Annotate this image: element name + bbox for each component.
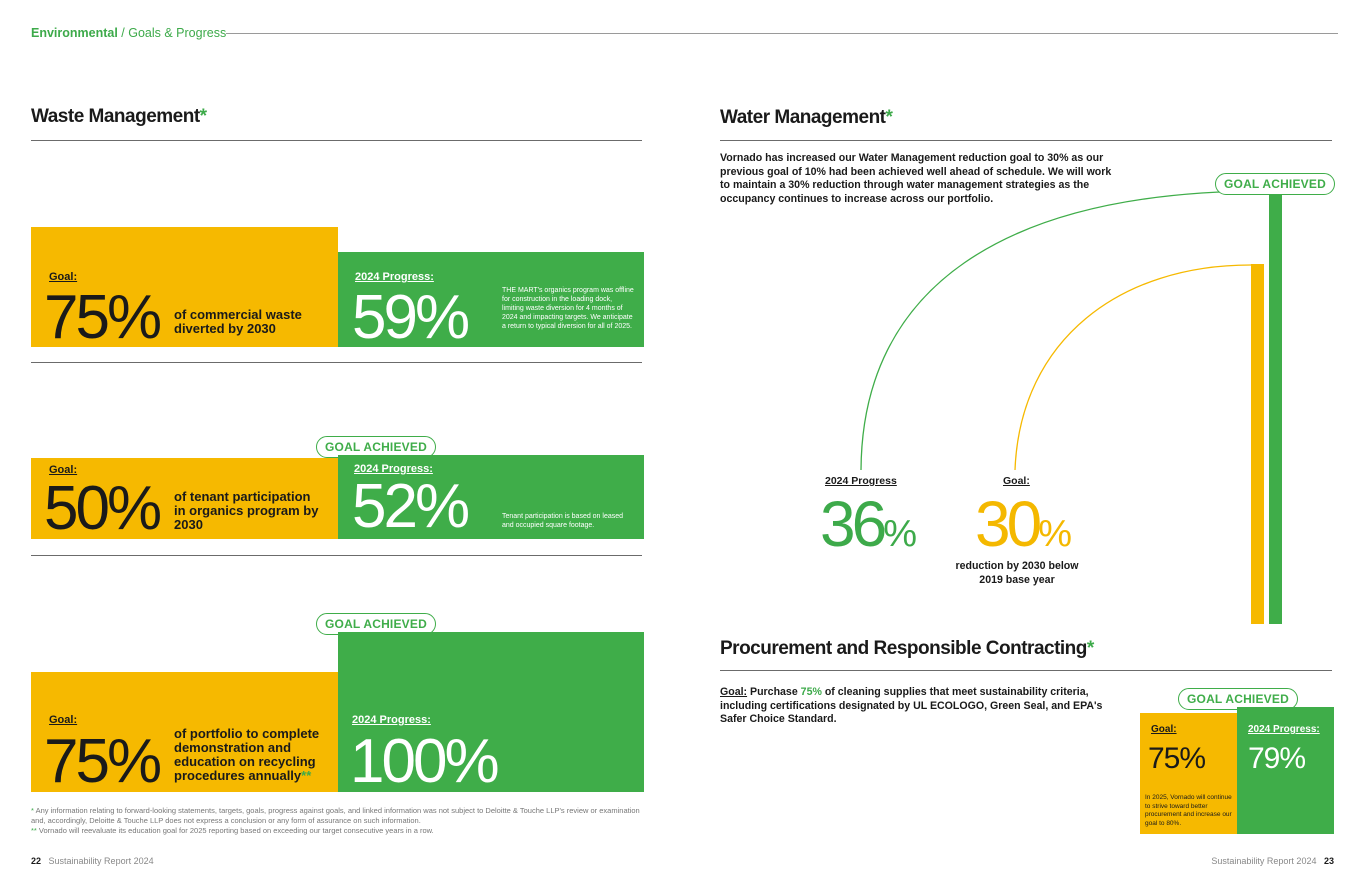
- progress-label: 2024 Progress:: [354, 463, 433, 475]
- progress-note: Tenant participation is based on leased and occupied square footage.: [502, 513, 624, 529]
- goal-arc: [1015, 265, 1253, 470]
- progress-value: 100%: [350, 727, 497, 796]
- goal-description: of commercial waste diverted by 2030: [174, 307, 302, 336]
- goal-value: 50%: [44, 474, 160, 543]
- procurement-title-rule: [720, 670, 1332, 671]
- progress-value: 52%: [352, 472, 468, 541]
- page-number-right: 23: [1323, 856, 1334, 866]
- water-caption: reduction by 2030 below 2019 base year: [955, 560, 1079, 586]
- progress-label: 2024 Progress:: [355, 271, 434, 283]
- progress-label: 2024 Progress:: [352, 714, 431, 726]
- goal-label: Goal:: [49, 271, 78, 283]
- progress-arc: [861, 191, 1270, 470]
- footer-right: [1211, 856, 1334, 866]
- water-progress-label: 2024 Progress: [825, 475, 897, 487]
- goal-description: of tenant participation in organics program by 2030: [174, 489, 319, 532]
- report-title-right: Sustainability Report 2024: [1211, 856, 1317, 866]
- procurement-goal-value: 75%: [1148, 742, 1206, 775]
- water-goal-label: Goal:: [1003, 475, 1030, 487]
- procurement-goal-note: In 2025, Vornado will continue to strive toward better procurement and increase our goal to 80%.: [1145, 794, 1232, 827]
- goal-description: of portfolio to complete demonstration and education on recycling procedures annually**: [174, 726, 320, 783]
- water-goal-achieved-badge: GOAL ACHIEVED: [1215, 173, 1335, 195]
- procurement-goal-text: Goal: Purchase 75% of cleaning supplies that meet sustainability criteria, including certifications designated by UL ECOLOGO, Green Seal, and EPA's Safer Choice Standard.: [720, 686, 1103, 725]
- goal-bar: [1251, 264, 1264, 624]
- progress-bar: [1269, 191, 1282, 624]
- footer-left: [31, 856, 154, 866]
- goal-achieved-badge: GOAL ACHIEVED: [316, 436, 436, 458]
- procurement-goal-achieved-badge: GOAL ACHIEVED: [1178, 688, 1298, 710]
- footnote-2: ** Vornado will reevaluate its education goal for 2025 reporting based on exceeding our target consecutive years in a row.: [31, 826, 434, 835]
- progress-note: THE MART's organics program was offline for construction in the loading dock, limiting waste diversion for 4 months of 2024 and impacting targets. We anticipate a return to typical diversion for all of 2025.: [502, 287, 634, 330]
- procurement-title: Procurement and Responsible Contracting*: [720, 638, 1094, 659]
- breadcrumb-separator: /: [117, 26, 129, 40]
- goal-value: 75%: [44, 283, 160, 352]
- procurement-goal-label: Goal:: [1151, 724, 1177, 735]
- goal-label: Goal:: [49, 714, 78, 726]
- goal-label: Goal:: [49, 464, 78, 476]
- water-goal-value: 30%: [975, 488, 1072, 560]
- water-title: Water Management*: [720, 107, 893, 128]
- breadcrumb-section[interactable]: Environmental: [31, 26, 118, 40]
- progress-value: 59%: [352, 283, 468, 352]
- water-progress-value: 36%: [820, 488, 917, 560]
- report-title-left: Sustainability Report 2024: [48, 856, 154, 866]
- water-intro: Vornado has increased our Water Management reduction goal to 30% as our previous goal of 10% had been achieved well ahead of schedule. We will work to maintain a 30% reduction through water management strategies as the occupancy continues to increase across our portfolio.: [720, 152, 1112, 205]
- footnote-1: * Any information relating to forward-looking statements, targets, goals, progress against goals, and linked information was not subject to Deloitte & Touche LLP's review or examination and, accordingly, Deloitte & Touche LLP does not express a conclusion or any form of assurance on such information.: [31, 806, 640, 825]
- page-number-left: 22: [31, 856, 42, 866]
- goal-value: 75%: [44, 727, 160, 796]
- procurement-progress-value: 79%: [1248, 742, 1306, 775]
- waste-title: Waste Management*: [31, 106, 207, 127]
- goal-achieved-badge: GOAL ACHIEVED: [316, 613, 436, 635]
- procurement-progress-label: 2024 Progress:: [1248, 724, 1320, 735]
- breadcrumb-page: Goals & Progress: [128, 26, 227, 40]
